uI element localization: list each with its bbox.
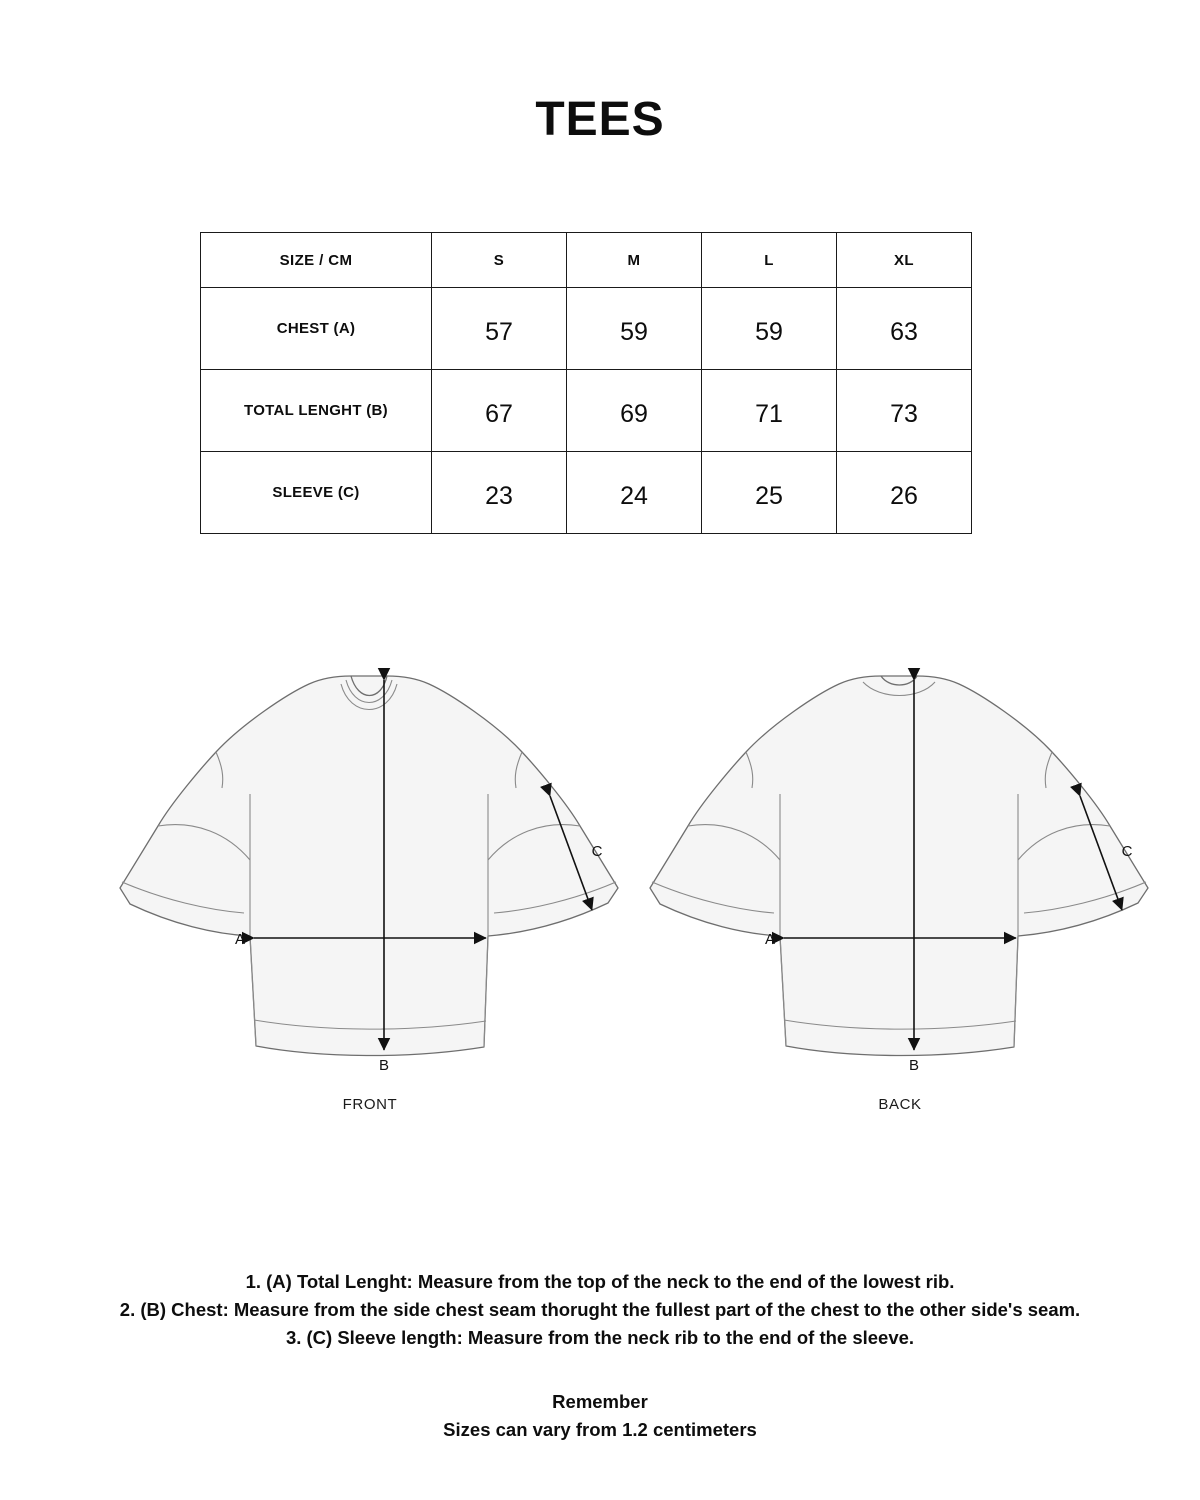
row-label-sleeve: SLEEVE (C) [201,452,432,534]
row-label-total-lenght: TOTAL LENGHT (B) [201,370,432,452]
cell-chest-m: 59 [567,288,702,370]
cell-sleeve-l: 25 [702,452,837,534]
back-marker-label-b: B [908,1057,920,1074]
size-chart-table-container [200,232,956,534]
remember-note [0,1388,1200,1444]
table-header-size-s: S [432,233,567,288]
table-header-row [201,233,972,288]
cell-sleeve-xl: 26 [837,452,972,534]
table-header-size-m: M [567,233,702,288]
remember-text: Sizes can vary from 1.2 centimeters [443,1419,757,1440]
table-row [201,370,972,452]
instruction-line-2: 2. (B) Chest: Measure from the side chest seam thorught the fullest part of the chest to the other side's seam. [119,1299,1081,1320]
back-view-block [640,648,1160,1118]
front-view-block [110,648,630,1118]
instruction-line-1: 1. (A) Total Lenght: Measure from the top of the neck to the end of the lowest rib. [245,1271,955,1292]
remember-heading: Remember [552,1391,648,1412]
page-title: TEES [535,93,665,146]
garment-illustrations [0,648,1200,1118]
cell-total-lenght-s: 67 [432,370,567,452]
instruction-line-3: 3. (C) Sleeve length: Measure from the neck rib to the end of the sleeve. [285,1327,915,1348]
measurement-instructions [0,1268,1200,1352]
table-header-size-cm: SIZE / CM [201,233,432,288]
cell-total-lenght-m: 69 [567,370,702,452]
front-garment-outline [120,676,618,1056]
front-marker-label-c: C [591,843,603,860]
table-header-size-l: L [702,233,837,288]
front-tshirt-technical-drawing [110,648,630,1078]
cell-chest-xl: 63 [837,288,972,370]
back-tshirt-technical-drawing [640,648,1160,1078]
cell-total-lenght-xl: 73 [837,370,972,452]
table-header-size-xl: XL [837,233,972,288]
front-view-label: FRONT [342,1096,398,1113]
cell-chest-l: 59 [702,288,837,370]
front-marker-label-b: B [378,1057,390,1074]
cell-chest-s: 57 [432,288,567,370]
back-marker-label-a: A [764,931,776,948]
cell-total-lenght-l: 71 [702,370,837,452]
table-row [201,288,972,370]
back-garment-outline [650,676,1148,1056]
cell-sleeve-m: 24 [567,452,702,534]
back-garment-body [650,676,1148,1056]
back-marker-label-c: C [1121,843,1133,860]
front-garment-body [120,676,618,1056]
row-label-chest: CHEST (A) [201,288,432,370]
back-view-label: BACK [878,1096,922,1113]
size-chart-table [200,232,972,534]
front-marker-label-a: A [234,931,246,948]
cell-sleeve-s: 23 [432,452,567,534]
table-row [201,452,972,534]
